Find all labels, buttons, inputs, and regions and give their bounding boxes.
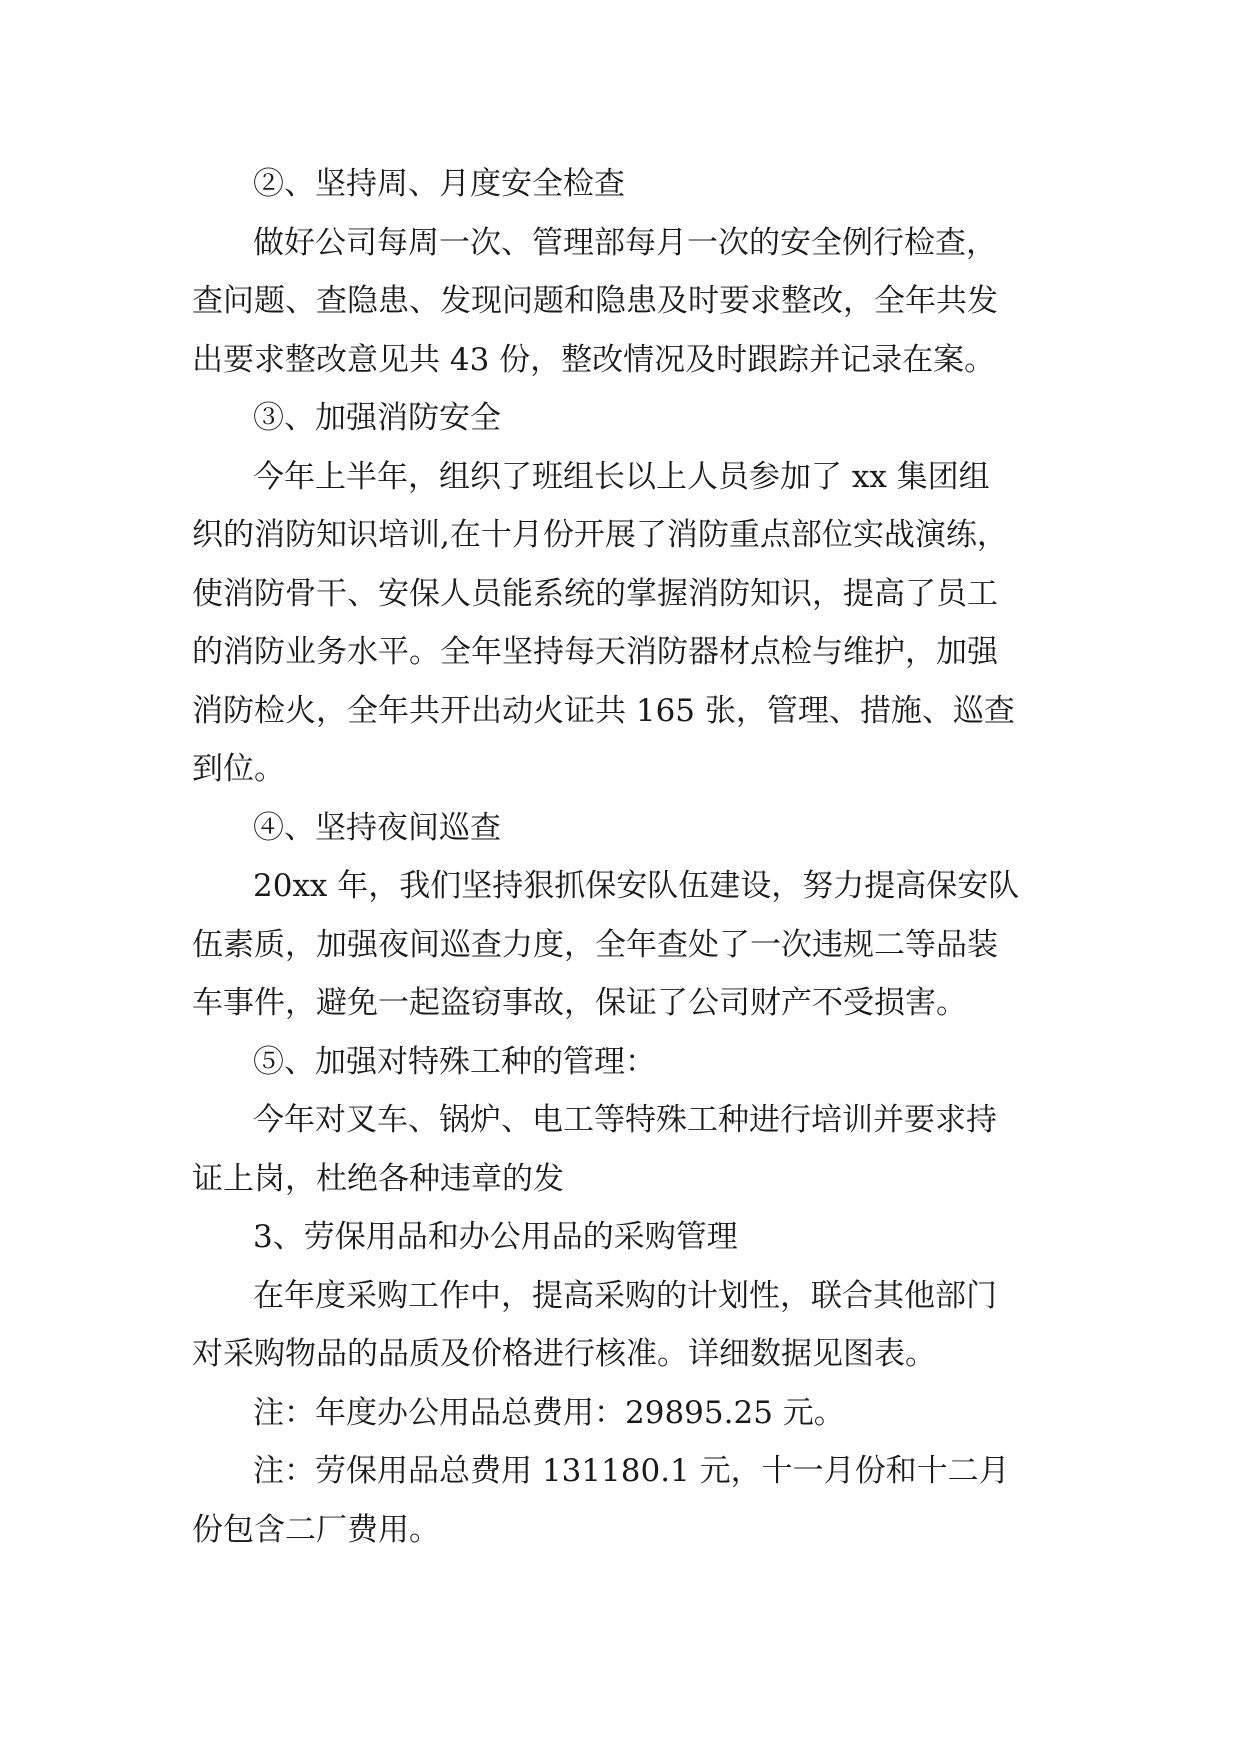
note-labor-protection: 注：劳保用品总费用 131180.1 元，十一月份和十二月 [253,1453,1010,1489]
heading-special-trades: ⑤、加强对特殊工种的管理： [253,1044,656,1080]
paragraph-line: 今年上半年，组织了班组长以上人员参加了 xx 集团组 [253,459,990,495]
paragraph-line: 查问题、查隐患、发现问题和隐患及时要求整改，全年共发 [192,283,998,319]
heading-fire-safety: ③、加强消防安全 [253,400,501,436]
paragraph-line: 的消防业务水平。全年坚持每天消防器材点检与维护，加强 [192,634,998,670]
paragraph-line: 对采购物品的品质及价格进行核准。详细数据见图表。 [192,1336,936,1372]
note-office-supplies: 注：年度办公用品总费用：29895.25 元。 [253,1395,845,1431]
paragraph-line: 出要求整改意见共 43 份，整改情况及时跟踪并记录在案。 [192,342,996,378]
paragraph-line: 份包含二厂费用。 [192,1512,440,1548]
paragraph-line: 车事件，避免一起盗窃事故，保证了公司财产不受损害。 [192,985,967,1021]
paragraph-line: 到位。 [192,751,285,787]
heading-night-patrol: ④、坚持夜间巡查 [253,810,501,846]
paragraph-line: 消防检火，全年共开出动火证共 165 张，管理、措施、巡查 [192,693,1015,729]
paragraph-line: 20xx 年，我们坚持狠抓保安队伍建设，努力提高保安队 [253,868,1020,904]
paragraph-line: 织的消防知识培训,在十月份开展了消防重点部位实战演练， [192,517,1008,553]
paragraph-line: 证上岗，杜绝各种违章的发 [192,1161,564,1197]
paragraph-line: 在年度采购工作中，提高采购的计划性，联合其他部门 [253,1278,997,1314]
paragraph-line: 做好公司每周一次、管理部每月一次的安全例行检查， [253,225,997,261]
heading-weekly-monthly-check: ②、坚持周、月度安全检查 [253,166,625,202]
paragraph-line: 今年对叉车、锅炉、电工等特殊工种进行培训并要求持 [253,1102,997,1138]
paragraph-line: 使消防骨干、安保人员能系统的掌握消防知识，提高了员工 [192,576,998,612]
paragraph-line: 伍素质，加强夜间巡查力度，全年查处了一次违规二等品装 [192,927,998,963]
heading-procurement: 3、劳保用品和办公用品的采购管理 [253,1219,738,1255]
